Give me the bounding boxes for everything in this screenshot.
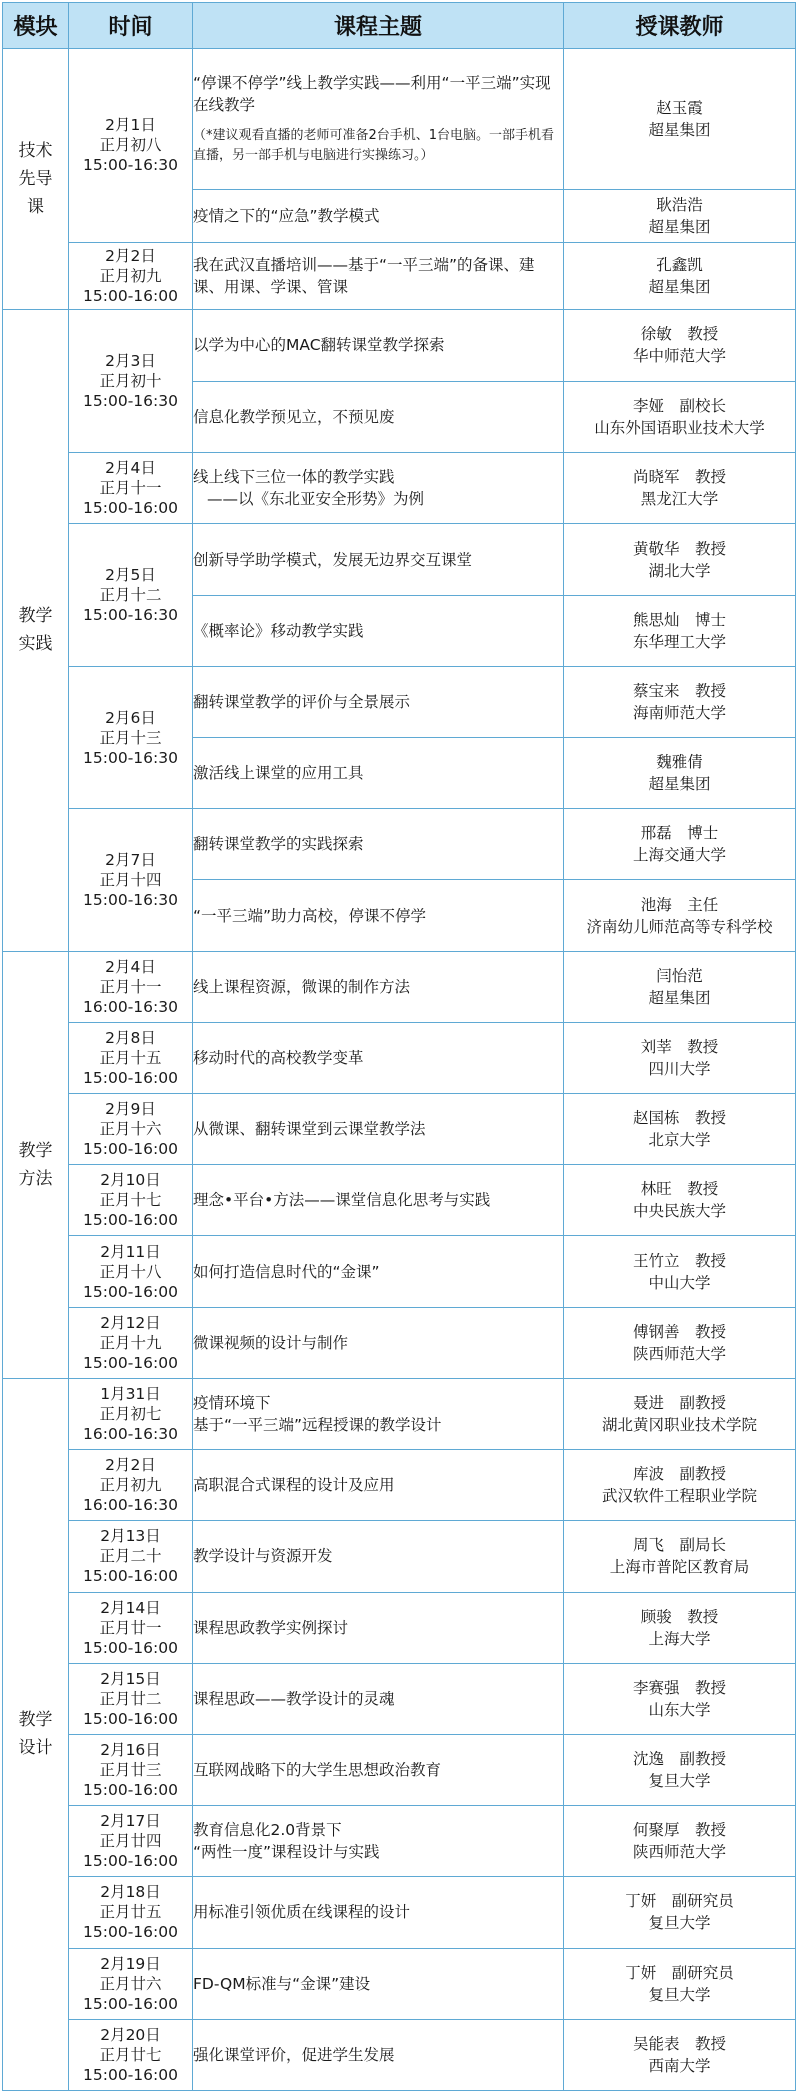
header-time: 时间 bbox=[69, 3, 193, 49]
table-row bbox=[3, 1450, 796, 1521]
module-label: 教学方法 bbox=[18, 1140, 53, 1189]
teacher-cell: 傅钢善 教授 陕西师范大学 bbox=[564, 1307, 796, 1378]
topic-cell bbox=[193, 1378, 564, 1449]
table-row bbox=[3, 1022, 796, 1093]
module-cell bbox=[3, 49, 69, 310]
topic-cell: 《概率论》移动教学实践 bbox=[193, 595, 564, 666]
topic-cell: 我在武汉直播培训——基于“一平三端”的备课、建课、用课、学课、管课 bbox=[193, 242, 564, 309]
module-cell bbox=[3, 951, 69, 1378]
topic-cell: 翻转课堂教学的评价与全景展示 bbox=[193, 666, 564, 737]
teacher-cell: 孔鑫凯 超星集团 bbox=[564, 242, 796, 309]
topic-text: 疫情环境下 bbox=[193, 1393, 271, 1412]
module-cell bbox=[3, 1378, 69, 2090]
teacher-cell: 王竹立 教授 中山大学 bbox=[564, 1236, 796, 1307]
topic-cell: 教学设计与资源开发 bbox=[193, 1521, 564, 1592]
module-label: 教学设计 bbox=[18, 1710, 53, 1759]
topic-cell: 疫情之下的“应急”教学模式 bbox=[193, 189, 564, 242]
table-row bbox=[3, 524, 796, 595]
time-cell: 2月7日 正月十四 15:00-16:30 bbox=[69, 809, 193, 951]
time-cell: 2月20日 正月廿七 15:00-16:00 bbox=[69, 2019, 193, 2090]
schedule-table bbox=[2, 2, 796, 2091]
time-cell: 2月6日 正月十三 15:00-16:30 bbox=[69, 666, 193, 808]
topic-note: （*建议观看直播的老师可准备2台手机、1台电脑。一部手机看直播，另一部手机与电脑进行实操练习。） bbox=[193, 127, 555, 163]
time-cell: 2月13日 正月二十 15:00-16:00 bbox=[69, 1521, 193, 1592]
teacher-cell: 聂进 副教授 湖北黄冈职业技术学院 bbox=[564, 1378, 796, 1449]
table-row bbox=[3, 49, 796, 189]
teacher-cell: 库波 副教授 武汉软件工程职业学院 bbox=[564, 1450, 796, 1521]
table-row bbox=[3, 1094, 796, 1165]
time-cell: 2月14日 正月廿一 15:00-16:00 bbox=[69, 1592, 193, 1663]
time-cell: 2月12日 正月十九 15:00-16:00 bbox=[69, 1307, 193, 1378]
time-cell: 2月15日 正月廿二 15:00-16:00 bbox=[69, 1663, 193, 1734]
topic-cell: 线上课程资源，微课的制作方法 bbox=[193, 951, 564, 1022]
time-cell: 2月5日 正月十二 15:00-16:30 bbox=[69, 524, 193, 666]
time-cell: 2月3日 正月初十 15:00-16:30 bbox=[69, 309, 193, 452]
teacher-cell: 蔡宝来 教授 海南师范大学 bbox=[564, 666, 796, 737]
time-cell: 2月4日 正月十一 15:00-16:00 bbox=[69, 453, 193, 524]
time-cell: 2月1日 正月初八 15:00-16:30 bbox=[69, 49, 193, 243]
topic-cell: 课程思政——教学设计的灵魂 bbox=[193, 1663, 564, 1734]
teacher-cell: 林旺 教授 中央民族大学 bbox=[564, 1165, 796, 1236]
teacher-cell: 赵玉霞 超星集团 bbox=[564, 49, 796, 189]
table-row bbox=[3, 666, 796, 737]
topic-cell: 互联网战略下的大学生思想政治教育 bbox=[193, 1734, 564, 1805]
table-row bbox=[3, 1948, 796, 2019]
topic-cell: 高职混合式课程的设计及应用 bbox=[193, 1450, 564, 1521]
topic-cell: 以学为中心的MAC翻转课堂教学探索 bbox=[193, 309, 564, 381]
topic-text: 线上线下三位一体的教学实践 bbox=[193, 468, 395, 487]
teacher-cell: 赵国栋 教授 北京大学 bbox=[564, 1094, 796, 1165]
teacher-cell: 周飞 副局长 上海市普陀区教育局 bbox=[564, 1521, 796, 1592]
topic-cell: FD-QM标准与“金课”建设 bbox=[193, 1948, 564, 2019]
teacher-cell: 尚晓军 教授 黑龙江大学 bbox=[564, 453, 796, 524]
table-row bbox=[3, 1236, 796, 1307]
topic-cell: 理念•平台•方法——课堂信息化思考与实践 bbox=[193, 1165, 564, 1236]
table-row bbox=[3, 1877, 796, 1948]
topic-cell: 用标准引领优质在线课程的设计 bbox=[193, 1877, 564, 1948]
topic-subtitle: 基于“一平三端”远程授课的教学设计 bbox=[193, 1415, 442, 1434]
table-row bbox=[3, 1663, 796, 1734]
table-row bbox=[3, 1734, 796, 1805]
table-row bbox=[3, 1521, 796, 1592]
teacher-cell: 徐敏 教授 华中师范大学 bbox=[564, 309, 796, 381]
time-cell: 2月2日 正月初九 15:00-16:00 bbox=[69, 242, 193, 309]
table-row bbox=[3, 1378, 796, 1449]
table-row bbox=[3, 1307, 796, 1378]
topic-cell: 强化课堂评价，促进学生发展 bbox=[193, 2019, 564, 2090]
teacher-cell: 邢磊 博士 上海交通大学 bbox=[564, 809, 796, 880]
teacher-cell: 闫怡范 超星集团 bbox=[564, 951, 796, 1022]
table-row bbox=[3, 809, 796, 880]
table-row bbox=[3, 1165, 796, 1236]
teacher-cell: 丁妍 副研究员 复旦大学 bbox=[564, 1877, 796, 1948]
topic-text: 教育信息化2.0背景下 bbox=[193, 1821, 342, 1840]
topic-cell bbox=[193, 1806, 564, 1877]
teacher-cell: 池海 主任 济南幼儿师范高等专科学校 bbox=[564, 880, 796, 951]
topic-text: “停课不停学”线上教学实践——利用“一平三端”实现在线教学 bbox=[193, 73, 551, 114]
topic-cell: 课程思政教学实例探讨 bbox=[193, 1592, 564, 1663]
teacher-cell: 魏雅倩 超星集团 bbox=[564, 738, 796, 809]
topic-subtitle: ——以《东北亚安全形势》为例 bbox=[207, 490, 425, 509]
topic-cell: 移动时代的高校教学变革 bbox=[193, 1022, 564, 1093]
topic-cell: 如何打造信息时代的“金课” bbox=[193, 1236, 564, 1307]
teacher-cell: 刘莘 教授 四川大学 bbox=[564, 1022, 796, 1093]
module-cell bbox=[3, 309, 69, 951]
teacher-cell: 吴能表 教授 西南大学 bbox=[564, 2019, 796, 2090]
time-cell: 2月16日 正月廿三 15:00-16:00 bbox=[69, 1734, 193, 1805]
teacher-cell: 顾骏 教授 上海大学 bbox=[564, 1592, 796, 1663]
header-topic: 课程主题 bbox=[193, 3, 564, 49]
table-row bbox=[3, 453, 796, 524]
table-row bbox=[3, 1592, 796, 1663]
table-row bbox=[3, 309, 796, 381]
module-label: 技术先导课 bbox=[18, 140, 53, 217]
topic-subtitle: “两性一度”课程设计与实践 bbox=[193, 1843, 380, 1862]
time-cell: 2月18日 正月廿五 15:00-16:00 bbox=[69, 1877, 193, 1948]
topic-cell: 创新导学助学模式，发展无边界交互课堂 bbox=[193, 524, 564, 595]
time-cell: 1月31日 正月初七 16:00-16:30 bbox=[69, 1378, 193, 1449]
topic-cell: “一平三端”助力高校，停课不停学 bbox=[193, 880, 564, 951]
module-label: 教学实践 bbox=[18, 606, 53, 655]
time-cell: 2月2日 正月初九 16:00-16:30 bbox=[69, 1450, 193, 1521]
time-cell: 2月17日 正月廿四 15:00-16:00 bbox=[69, 1806, 193, 1877]
topic-cell: 微课视频的设计与制作 bbox=[193, 1307, 564, 1378]
teacher-cell: 李赛强 教授 山东大学 bbox=[564, 1663, 796, 1734]
teacher-cell: 何聚厚 教授 陕西师范大学 bbox=[564, 1806, 796, 1877]
header-teacher: 授课教师 bbox=[564, 3, 796, 49]
table-row bbox=[3, 1806, 796, 1877]
teacher-cell: 沈逸 副教授 复旦大学 bbox=[564, 1734, 796, 1805]
topic-cell bbox=[193, 453, 564, 524]
table-row bbox=[3, 242, 796, 309]
time-cell: 2月10日 正月十七 15:00-16:00 bbox=[69, 1165, 193, 1236]
teacher-cell: 熊思灿 博士 东华理工大学 bbox=[564, 595, 796, 666]
time-cell: 2月11日 正月十八 15:00-16:00 bbox=[69, 1236, 193, 1307]
topic-cell: 激活线上课堂的应用工具 bbox=[193, 738, 564, 809]
time-cell: 2月4日 正月十一 16:00-16:30 bbox=[69, 951, 193, 1022]
time-cell: 2月8日 正月十五 15:00-16:00 bbox=[69, 1022, 193, 1093]
teacher-cell: 黄敬华 教授 湖北大学 bbox=[564, 524, 796, 595]
time-cell: 2月19日 正月廿六 15:00-16:00 bbox=[69, 1948, 193, 2019]
table-row bbox=[3, 951, 796, 1022]
topic-cell bbox=[193, 49, 564, 189]
time-cell: 2月9日 正月十六 15:00-16:00 bbox=[69, 1094, 193, 1165]
topic-cell: 从微课、翻转课堂到云课堂教学法 bbox=[193, 1094, 564, 1165]
table-row bbox=[3, 2019, 796, 2090]
header-module: 模块 bbox=[3, 3, 69, 49]
teacher-cell: 李娅 副校长 山东外国语职业技术大学 bbox=[564, 382, 796, 453]
teacher-cell: 耿浩浩 超星集团 bbox=[564, 189, 796, 242]
topic-cell: 翻转课堂教学的实践探索 bbox=[193, 809, 564, 880]
teacher-cell: 丁妍 副研究员 复旦大学 bbox=[564, 1948, 796, 2019]
header-row bbox=[3, 3, 796, 49]
topic-cell: 信息化教学预见立，不预见废 bbox=[193, 382, 564, 453]
